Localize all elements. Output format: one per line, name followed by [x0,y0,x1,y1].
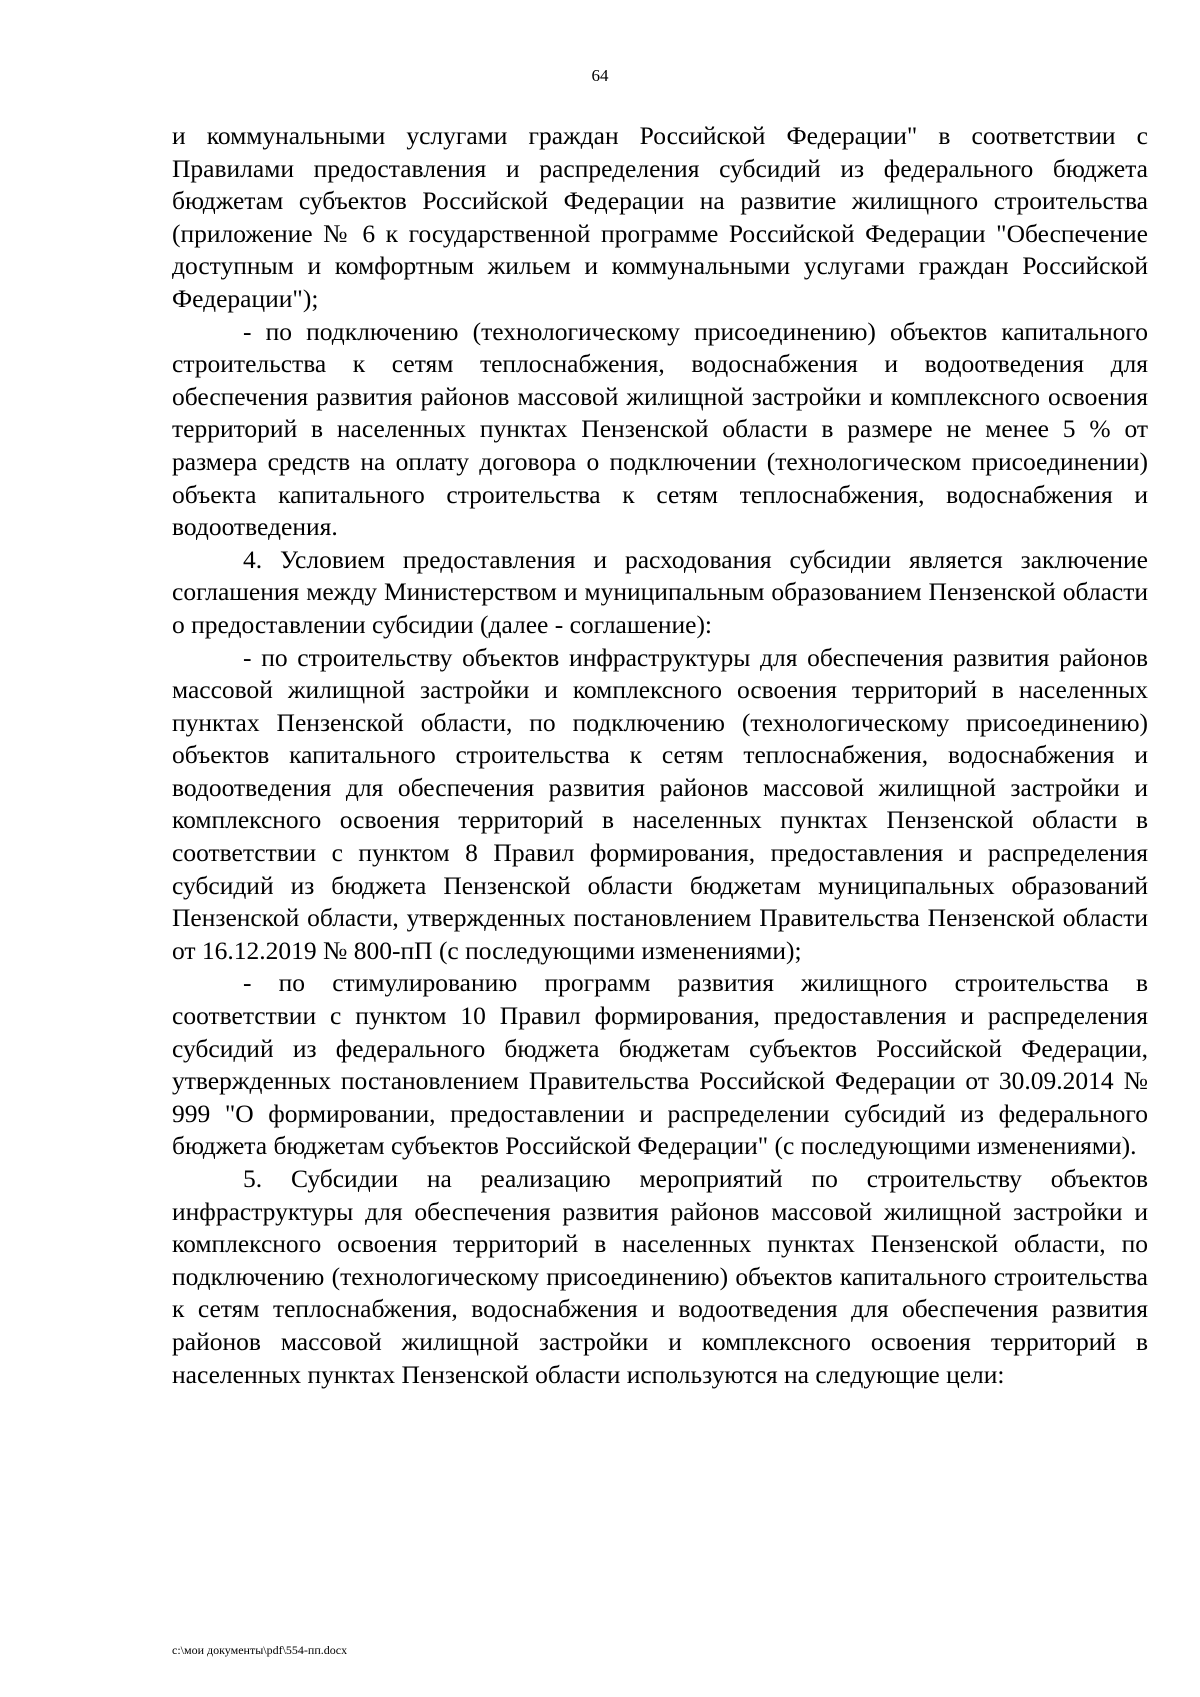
paragraph-infrastructure-item: - по строительству объектов инфраструктуры для обеспечения развития районов массовой жилищной застройки и комплексного освоения территорий в населенных пунктах Пензенской области, по подключению (технологическому присоединению) объектов капитального строительства к сетям теплоснабжения, водоснабжения и водоотведения для обеспечения развития районов массовой жилищной застройки и комплексного освоения территорий в населенных пунктах Пензенской области в соответствии с пунктом 8 Правил формирования, предоставления и распределения субсидий из бюджета Пензенской области бюджетам муниципальных образований Пензенской области, утвержденных постановлением Правительства Пензенской области от 16.12.2019 № 800-пП (с последующими изменениями); [172,642,1148,965]
paragraph-item-4: 4. Условием предоставления и расходования субсидии является заключение соглашения между Министерством и муниципальным образованием Пензенской области о предоставлении субсидии (далее - соглашение): [172,544,1148,639]
paragraph-stimulation-item: - по стимулированию программ развития жилищного строительства в соответствии с пунктом 10 Правил формирования, предоставления и распределения субсидий из федерального бюджета бюджетам субъектов Российской Федерации, утвержденных постановлением Правительства Российской Федерации от 30.09.2014 № 999 "О формировании, предоставлении и распределении субсидий из федерального бюджета бюджетам субъектов Российской Федерации" (с последующими изменениями). [172,968,1148,1161]
paragraph-continuation: и коммунальными услугами граждан Российской Федерации" в соответствии с Правилами предоставления и распределения субсидий из федерального бюджета бюджетам субъектов Российской Федерации на развитие жилищного строительства (приложение № 6 к государственной программе Российской Федерации "Обеспечение доступным и комфортным жильем и коммунальными услугами граждан Российской Федерации"); [172,121,1148,313]
paragraph-connection-item: - по подключению (технологическому присоединению) объектов капитального строительства к сетям теплоснабжения, водоснабжения и водоотведения для обеспечения развития районов массовой жилищной застройки и комплексного освоения территорий в населенных пунктах Пензенской области в размере не менее 5 % от размера средств на оплату договора о подключении (технологическом присоединении) объекта капитального строительства к сетям теплоснабжения, водоснабжения и водоотведения. [172,316,1148,542]
page-number: 64 [591,66,609,85]
paragraph-item-5: 5. Субсидии на реализацию мероприятий по строительству объектов инфраструктуры для обеспечения развития районов массовой жилищной застройки и комплексного освоения территорий в населенных пунктах Пензенской области, по подключению (технологическому присоединению) объектов капитального строительства к сетям теплоснабжения, водоснабжения и водоотведения для обеспечения развития районов массовой жилищной застройки и комплексного освоения территорий в населенных пунктах Пензенской области используются на следующие цели: [172,1164,1148,1389]
footer-file-path: c:\мои документы\pdf\554-пп.docx [172,1643,348,1657]
document-body [172,120,1148,1391]
